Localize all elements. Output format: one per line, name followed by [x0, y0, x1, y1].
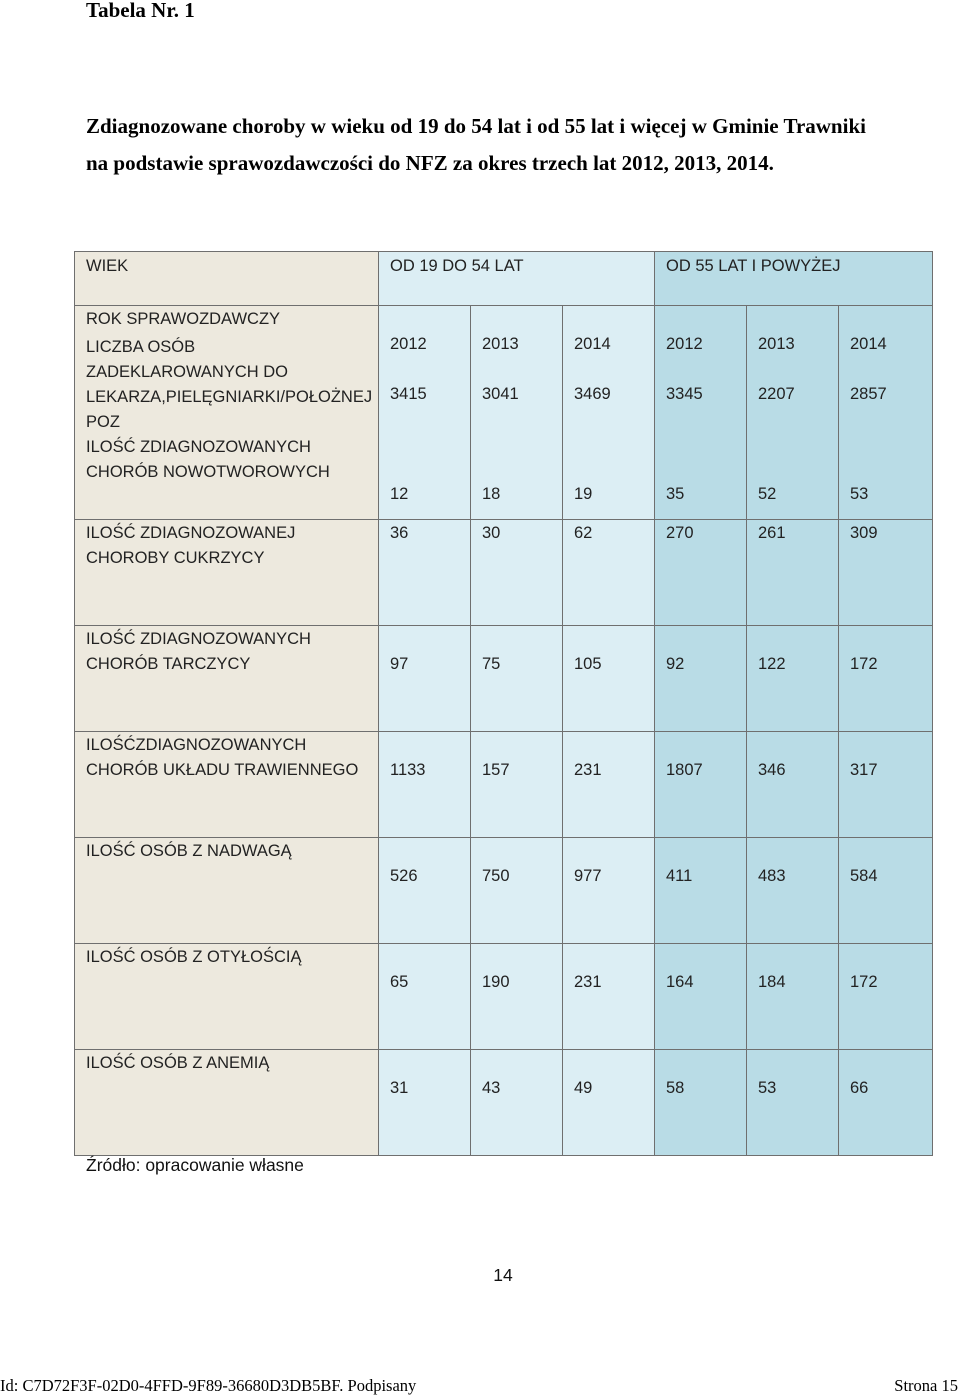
row-value: 317	[839, 732, 933, 838]
row-value: 584	[839, 838, 933, 944]
row-value: 411	[655, 838, 747, 944]
row-value: 526	[379, 838, 471, 944]
row-value: 31	[379, 1049, 471, 1155]
row-value: 346	[747, 732, 839, 838]
title-line-2: na podstawie sprawozdawczości do NFZ za okres trzech lat 2012, 2013, 2014.	[86, 151, 774, 175]
footer-page-label: Strona 15	[894, 1376, 958, 1395]
row-label: ILOŚĆ OSÓB Z OTYŁOŚCIĄ	[75, 943, 379, 1049]
years-and-declared-row	[75, 306, 933, 520]
row-value: 92	[655, 626, 747, 732]
row-value: 231	[563, 943, 655, 1049]
cancer-label-line-2: CHORÓB NOWOTWOROWYCH	[86, 463, 330, 482]
footer-document-id: Id: C7D72F3F-02D0-4FFD-9F89-36680D3DB5BF. Podpisany	[0, 1376, 417, 1395]
year-row-label: ROK SPRAWOZDAWCZY	[86, 310, 281, 329]
row-label: ILOŚĆZDIAGNOZOWANYCH CHORÓB UKŁADU TRAWIENNEGO	[75, 732, 379, 838]
cancer-label-line-1: ILOŚĆ ZDIAGNOZOWANYCH	[86, 438, 311, 457]
page-number: 14	[493, 1265, 513, 1285]
row-value: 53	[747, 1049, 839, 1155]
row-value: 97	[379, 626, 471, 732]
row-value: 172	[839, 943, 933, 1049]
table-row-diabetes	[75, 520, 933, 626]
header-group-55-plus: OD 55 LAT I POWYŻEJ	[655, 252, 933, 306]
document-label: Tabela Nr. 1	[86, 0, 195, 22]
row-value: 157	[471, 732, 563, 838]
cell-c4: 2012 3345 35	[655, 306, 747, 520]
row-value: 58	[655, 1049, 747, 1155]
row-value: 184	[747, 943, 839, 1049]
row-value: 750	[471, 838, 563, 944]
header-wiek: WIEK	[75, 252, 379, 306]
row-value: 172	[839, 626, 933, 732]
cell-c2: 2013 3041 18	[471, 306, 563, 520]
cell-c5: 2013 2207 52	[747, 306, 839, 520]
row-value: 75	[471, 626, 563, 732]
table-row-thyroid	[75, 626, 933, 732]
row-value: 105	[563, 626, 655, 732]
table-row-anemia	[75, 1049, 933, 1155]
row-value: 65	[379, 943, 471, 1049]
row-value: 190	[471, 943, 563, 1049]
header-group-19-54: OD 19 DO 54 LAT	[379, 252, 655, 306]
row-value: 483	[747, 838, 839, 944]
row-value: 43	[471, 1049, 563, 1155]
table-row-overweight	[75, 838, 933, 944]
declared-label-line-2: ZADEKLAROWANYCH DO	[86, 363, 288, 382]
declared-label-line-4: POZ	[86, 413, 120, 432]
row-value: 231	[563, 732, 655, 838]
document-title	[86, 108, 936, 182]
source-note: Źródło: opracowanie własne	[86, 1155, 304, 1175]
row-label: ILOŚĆ ZDIAGNOZOWANYCH CHORÓB TARCZYCY	[75, 626, 379, 732]
cell-c3: 2014 3469 19	[563, 306, 655, 520]
row-value: 36	[379, 520, 471, 626]
declared-label-line-3: LEKARZA,PIELĘGNIARKI/POŁOŻNEJ	[86, 388, 373, 407]
row-value: 30	[471, 520, 563, 626]
row-value: 1807	[655, 732, 747, 838]
row-label: ILOŚĆ OSÓB Z NADWAGĄ	[75, 838, 379, 944]
row-value: 309	[839, 520, 933, 626]
statistics-table	[74, 251, 933, 1156]
row-value: 62	[563, 520, 655, 626]
row-value: 164	[655, 943, 747, 1049]
declared-label-line-1: LICZBA OSÓB	[86, 338, 196, 357]
row-label: ILOŚĆ ZDIAGNOZOWANEJ CHOROBY CUKRZYCY	[75, 520, 379, 626]
row-value: 1133	[379, 732, 471, 838]
label-cell-year-declared	[75, 306, 379, 520]
header-row	[75, 252, 933, 306]
row-label: ILOŚĆ OSÓB Z ANEMIĄ	[75, 1049, 379, 1155]
row-value: 977	[563, 838, 655, 944]
title-line-1: Zdiagnozowane choroby w wieku od 19 do 54 lat i od 55 lat i więcej w Gminie Trawniki	[86, 114, 866, 138]
row-value: 261	[747, 520, 839, 626]
table-row-digestive	[75, 732, 933, 838]
cell-c1: 2012 3415 12	[379, 306, 471, 520]
cell-c6: 2014 2857 53	[839, 306, 933, 520]
row-value: 49	[563, 1049, 655, 1155]
table-row-obesity	[75, 943, 933, 1049]
row-value: 66	[839, 1049, 933, 1155]
row-value: 270	[655, 520, 747, 626]
row-value: 122	[747, 626, 839, 732]
